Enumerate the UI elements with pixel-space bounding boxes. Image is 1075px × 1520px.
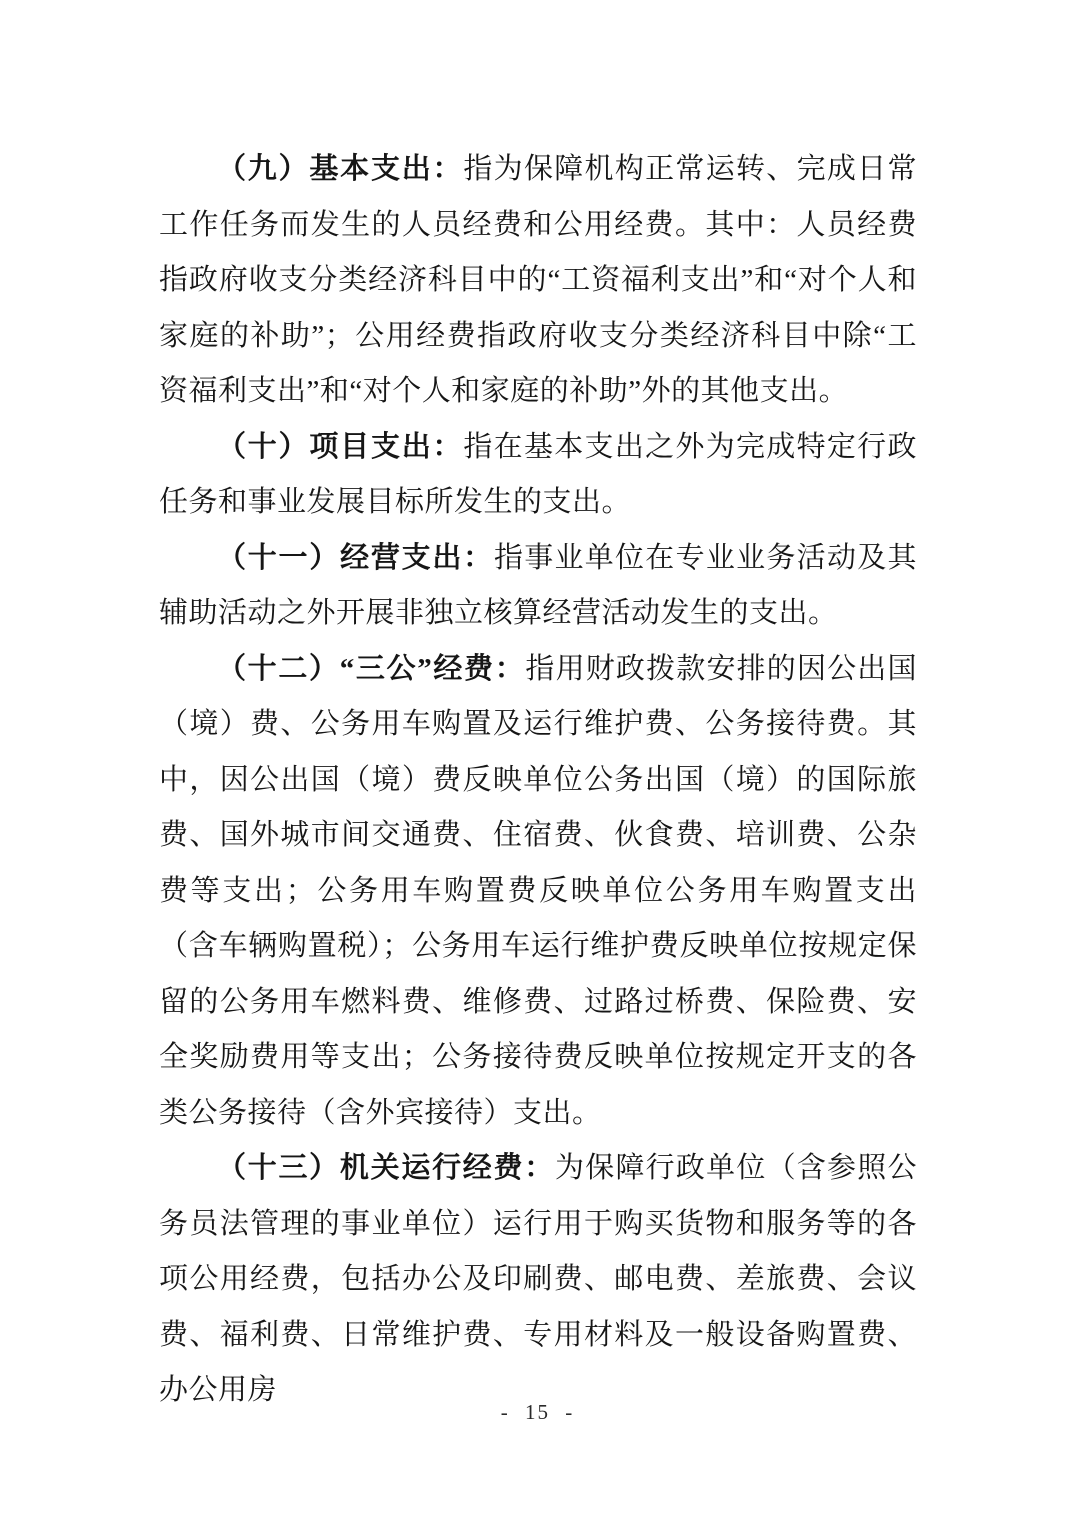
paragraph-operating-expenditure: [159, 531, 917, 642]
term-label: （十二）“三公”经费：: [217, 652, 526, 685]
term-label: （十一）经营支出：: [217, 541, 494, 574]
paragraph-project-expenditure: [159, 420, 917, 531]
paragraph-agency-operating-funds: [159, 1141, 917, 1419]
term-definition: 指在基本支出之外为完成特定行政任务和事业发展目标所发生的支出。: [159, 430, 917, 518]
page-number: - 15 -: [500, 1400, 575, 1424]
term-label: （十）项目支出：: [217, 430, 464, 463]
paragraph-basic-expenditure: [159, 142, 917, 420]
term-definition: 指用财政拨款安排的因公出国（境）费、公务用车购置及运行维护费、公务接待费。其中，因公出国（境）费反映单位公务出国（境）的国际旅费、国外城市间交通费、住宿费、伙食费、培训费、公杂费等支出；公务用车购置费反映单位公务用车购置支出（含车辆购置税）；公务用车运行维护费反映单位按规定保留的公务用车燃料费、维修费、过路过桥费、保险费、安全奖励费用等支出；公务接待费反映单位按规定开支的各类公务接待（含外宾接待）支出。: [159, 652, 917, 1129]
term-label: （十三）机关运行经费：: [217, 1152, 555, 1184]
term-label: （九）基本支出：: [217, 153, 464, 185]
term-definition: 指为保障机构正常运转、完成日常工作任务而发生的人员经费和公用经费。其中：人员经费指政府收支分类经济科目中的“工资福利支出”和“对个人和家庭的补助”；公用经费指政府收支分类经济科目中除“工资福利支出”和“对个人和家庭的补助”外的其他支出。: [159, 153, 917, 407]
page-footer: [0, 1400, 1075, 1425]
paragraph-three-public-funds: [159, 642, 917, 1142]
term-definition: 指事业单位在专业业务活动及其辅助活动之外开展非独立核算经营活动发生的支出。: [159, 541, 917, 629]
document-body: [159, 142, 917, 1419]
term-definition: 为保障行政单位（含参照公务员法管理的事业单位）运行用于购买货物和服务等的各项公用经费，包括办公及印刷费、邮电费、差旅费、会议费、福利费、日常维护费、专用材料及一般设备购置费、办公用房: [159, 1152, 917, 1406]
